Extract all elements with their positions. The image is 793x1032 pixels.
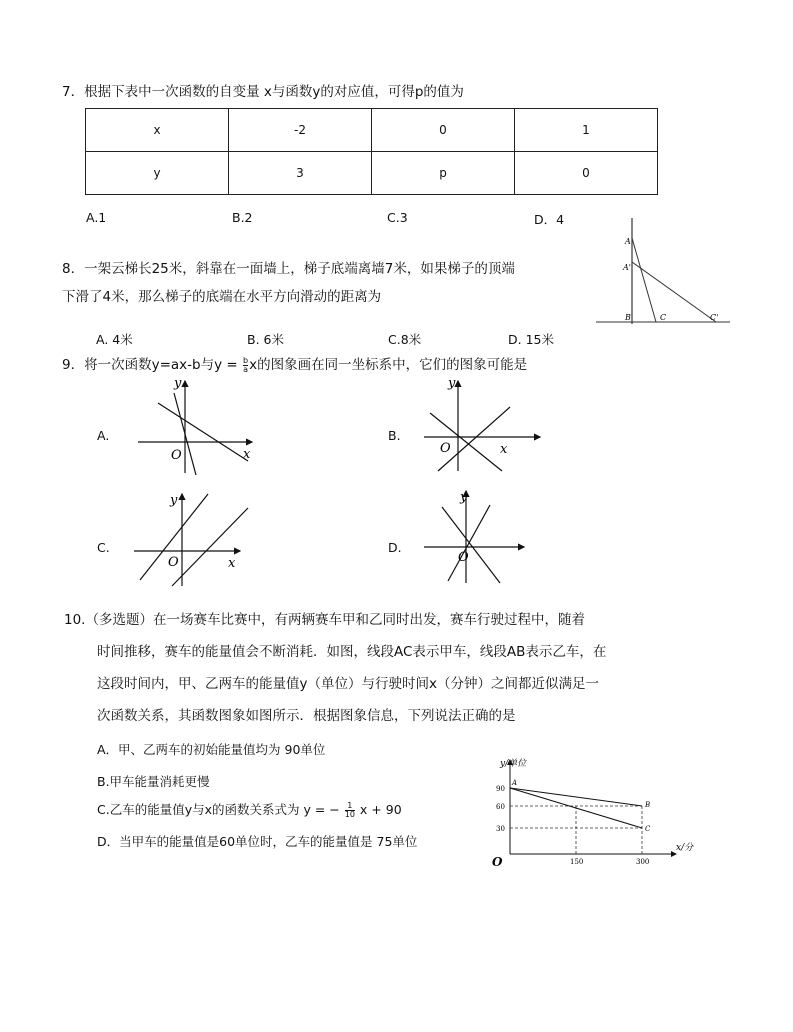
graph-c-origin: O xyxy=(168,555,179,570)
q7-option-d: D．4 xyxy=(534,212,565,227)
graph-c-y-label: y xyxy=(170,493,178,508)
energy-xtick-300: 300 xyxy=(636,858,650,866)
q10-option-c xyxy=(97,800,402,819)
graph-b xyxy=(420,375,550,475)
q9-stem-post: x的图象画在同一坐标系中，它们的图象可能是 xyxy=(249,357,528,373)
q8-stem-line1: 8．一架云梯长25米，斜靠在一面墙上，梯子底端离墙7米，如果梯子的顶端 xyxy=(62,261,515,277)
q9-option-a-label: A. xyxy=(97,428,110,443)
graph-a-y-label: y xyxy=(174,376,182,391)
q10-option-d: D．当甲车的能量值是60单位时，乙车的能量值是 75单位 xyxy=(97,834,418,849)
q10-option-a: A．甲、乙两车的初始能量值均为 90单位 xyxy=(97,742,326,757)
q7-option-a: A.1 xyxy=(86,210,107,225)
energy-graph-x-label: x/分 xyxy=(676,843,694,853)
q10-line2: 时间推移，赛车的能量值会不断消耗．如图，线段AC表示甲车，线段AB表示乙车，在 xyxy=(97,644,607,660)
table-cell: 0 xyxy=(515,152,658,195)
ladder-figure xyxy=(592,214,734,330)
q10-frac-num: 1 xyxy=(347,801,353,810)
q9-option-d-label: D. xyxy=(388,540,402,555)
table-cell: y xyxy=(86,152,229,195)
table-row xyxy=(86,152,658,195)
q7-stem: 7．根据下表中一次函数的自变量 x与函数y的对应值，可得p的值为 xyxy=(62,84,464,100)
graph-b-y-label: y xyxy=(448,376,456,391)
q7-option-c: C.3 xyxy=(387,210,408,225)
table-cell: p xyxy=(372,152,515,195)
q8-option-a: A. 4米 xyxy=(96,332,133,347)
q10-line3: 这段时间内，甲、乙两车的能量值y（单位）与行驶时间x（分钟）之间都近似满足一 xyxy=(97,676,599,692)
graph-d xyxy=(420,485,550,587)
table-cell: 0 xyxy=(372,109,515,152)
q10-line4: 次函数关系，其函数图象如图所示．根据图象信息，下列说法正确的是 xyxy=(97,708,516,724)
energy-ytick-30: 30 xyxy=(496,825,505,833)
label-c: C xyxy=(660,313,667,322)
q8-option-c: C.8米 xyxy=(388,332,422,347)
q7-option-b: B.2 xyxy=(232,210,253,225)
q10-fraction xyxy=(345,802,355,819)
table-row xyxy=(86,109,658,152)
energy-ytick-60: 60 xyxy=(496,803,505,811)
q10-frac-den: 10 xyxy=(344,810,355,819)
graph-a-origin: O xyxy=(171,448,182,463)
q9-frac-num: b xyxy=(243,355,249,365)
q9-stem-pre: 9．将一次函数y=ax-b与y xyxy=(62,357,223,373)
table-cell: 1 xyxy=(515,109,658,152)
table-cell: 3 xyxy=(229,152,372,195)
graph-a-x-label: x xyxy=(243,447,251,462)
q8-option-d: D. 15米 xyxy=(508,332,554,347)
label-a-prime: A' xyxy=(623,263,631,272)
energy-point-a: A xyxy=(512,779,518,787)
label-c-prime: C' xyxy=(710,313,719,322)
graph-c-x-label: x xyxy=(228,556,236,571)
q9-stem xyxy=(62,353,527,374)
label-a: A xyxy=(625,237,631,246)
energy-graph-y-label: y/单位 xyxy=(500,759,527,769)
energy-point-c: C xyxy=(645,825,651,833)
energy-graph xyxy=(486,754,708,870)
graph-a xyxy=(130,375,260,475)
q8-option-b: B. 6米 xyxy=(247,332,284,347)
q10-option-c-post: x + 90 xyxy=(359,802,402,817)
q9-option-b-label: B. xyxy=(388,428,401,443)
graph-d-y-label: y xyxy=(460,490,468,505)
energy-ytick-90: 90 xyxy=(496,785,505,793)
table-cell: -2 xyxy=(229,109,372,152)
table-cell: x xyxy=(86,109,229,152)
q8-stem-line2: 下滑了4米，那么梯子的底端在水平方向滑动的距离为 xyxy=(62,289,382,305)
q10-line1: 10.（多选题）在一场赛车比赛中，有两辆赛车甲和乙同时出发，赛车行驶过程中，随着 xyxy=(64,612,585,628)
graph-b-x-label: x xyxy=(500,442,508,457)
energy-xtick-150: 150 xyxy=(570,858,584,866)
q9-option-c-label: C. xyxy=(97,540,110,555)
q9-stem-eq: = xyxy=(226,357,238,373)
q10-option-c-pre: C.乙车的能量值y与x的函数关系式为 y = − xyxy=(97,802,340,817)
graph-b-origin: O xyxy=(440,441,451,456)
label-b: B xyxy=(625,313,631,322)
graph-d-origin: O xyxy=(458,550,469,565)
energy-point-b: B xyxy=(645,801,651,809)
graph-c xyxy=(130,488,260,590)
q9-fraction xyxy=(243,357,248,374)
q10-option-b: B.甲车能量消耗更慢 xyxy=(97,774,210,789)
q9-frac-den: a xyxy=(243,364,248,374)
energy-graph-origin: O xyxy=(492,855,503,869)
q7-value-table xyxy=(85,108,658,195)
